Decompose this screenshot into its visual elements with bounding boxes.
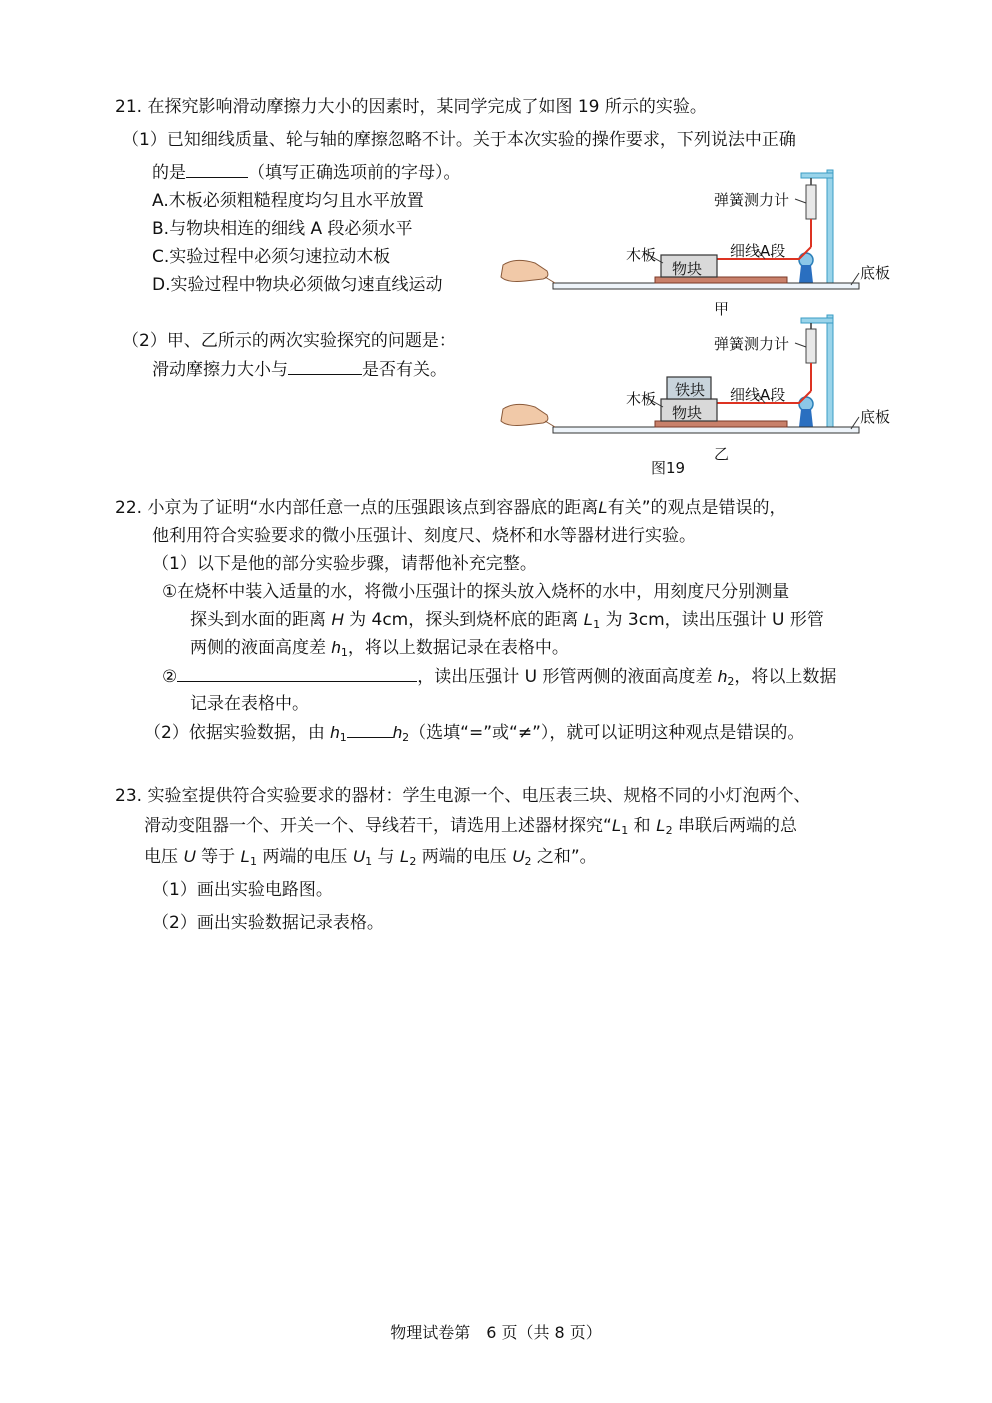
q21-answer-blank-2[interactable] xyxy=(288,358,362,375)
label-thread-jia: 细线A段 xyxy=(730,242,786,260)
pulley-mount xyxy=(799,409,813,427)
q22-step1-line1: ①在烧杯中装入适量的水，将微小压强计的探头放入烧杯的水中，用刻度尺分别测量 xyxy=(162,582,790,602)
stand-arm xyxy=(801,318,833,323)
label-yi: 乙 xyxy=(714,445,730,463)
q22-answer-blank-step2[interactable] xyxy=(177,665,417,682)
hand-icon xyxy=(501,260,548,281)
figure-19 xyxy=(495,165,895,480)
subscript: 2 xyxy=(524,855,532,868)
var-L1: L xyxy=(240,847,250,866)
text: （2）依据实验数据，由 xyxy=(144,723,325,743)
text: 与 xyxy=(372,847,400,867)
q22-part1: （1）以下是他的部分实验步骤，请帮他补充完整。 xyxy=(152,554,537,574)
label-thread-yi: 细线A段 xyxy=(730,386,786,404)
text: ，将以上数据记录在表格中。 xyxy=(347,638,569,658)
q23-line3 xyxy=(144,846,597,868)
text: 串联后两端的总 xyxy=(672,816,797,836)
subscript: 1 xyxy=(340,646,348,659)
q21-option-a: A.木板必须粗糙程度均匀且水平放置 xyxy=(152,191,424,211)
page-footer: 物理试卷第 6 页（共 8 页） xyxy=(390,1323,602,1342)
var-H: H xyxy=(331,610,344,629)
q22-step2-line1 xyxy=(162,665,836,688)
q23-part2: （2）画出实验数据记录表格。 xyxy=(152,913,384,933)
base-plate xyxy=(553,427,859,433)
label-base-yi: 底板 xyxy=(860,408,891,426)
q21-part2-text-a: 滑动摩擦力大小与 xyxy=(152,360,288,380)
label-board-jia: 木板 xyxy=(626,246,657,264)
q21-part2-line1: （2）甲、乙所示的两次实验探究的问题是： xyxy=(122,331,456,351)
label-base-jia: 底板 xyxy=(860,264,891,282)
text: ，读出压强计 U 形管两侧的液面高度差 xyxy=(417,667,713,687)
text: 两端的电压 xyxy=(416,847,513,867)
label-jia: 甲 xyxy=(714,300,730,318)
var-U1: U xyxy=(352,847,366,866)
subscript: 2 xyxy=(727,675,735,688)
subscript: 2 xyxy=(409,855,417,868)
q21-part1-line1: （1）已知细线质量、轮与轴的摩擦忽略不计。关于本次实验的操作要求，下列说法中正确 xyxy=(122,130,796,150)
q22-step1-line3 xyxy=(190,637,569,659)
text: ② xyxy=(162,667,178,687)
subscript: 2 xyxy=(665,824,673,837)
q23-part1: （1）画出实验电路图。 xyxy=(152,880,333,900)
label-block-jia: 物块 xyxy=(672,260,703,278)
var-h2: h xyxy=(717,667,728,686)
label-board-yi: 木板 xyxy=(626,390,657,408)
label-block-yi: 物块 xyxy=(672,404,703,422)
text: 为 4cm，探头到烧杯底的距离 xyxy=(349,610,579,630)
var-L1: L xyxy=(583,610,594,629)
subscript: 1 xyxy=(365,855,373,868)
figure-caption: 图19 xyxy=(651,459,686,477)
q22-stem-text: 22. 小京为了证明“水内部任意一点的压强跟该点到容器底的距离 xyxy=(115,498,599,518)
var-L1: L xyxy=(611,816,622,835)
q21-answer-blank-1[interactable] xyxy=(186,161,248,178)
stand-pole xyxy=(827,315,833,429)
text: 滑动变阻器一个、开关一个、导线若干，请选用上述器材探究“ xyxy=(144,816,612,836)
pulley-mount xyxy=(799,265,813,283)
q21-stem: 21. 在探究影响滑动摩擦力大小的因素时，某同学完成了如图 19 所示的实验。 xyxy=(115,97,707,117)
var-L: L xyxy=(598,498,608,517)
text: 两端的电压 xyxy=(256,847,353,867)
text: 探头到水面的距离 xyxy=(190,610,326,630)
q21-part2-line2 xyxy=(152,358,447,381)
text: 电压 xyxy=(144,847,184,867)
q21-part2-text-b: 是否有关。 xyxy=(362,360,447,380)
q21-part1-text-a: 的是 xyxy=(152,163,186,183)
q22-stem-line1 xyxy=(115,497,787,519)
text: 等于 xyxy=(195,847,241,867)
q21-option-d: D.实验过程中物块必须做匀速直线运动 xyxy=(152,275,443,295)
label-spring-scale-yi: 弹簧测力计 xyxy=(714,335,790,353)
var-h2: h xyxy=(392,723,403,742)
stand-arm xyxy=(801,173,833,178)
q21-option-c: C.实验过程中必须匀速拉动木板 xyxy=(152,247,391,267)
var-h1: h xyxy=(330,723,340,742)
q22-step1-line2 xyxy=(190,609,824,631)
q23-line1: 23. 实验室提供符合实验要求的器材：学生电源一个、电压表三块、规格不同的小灯泡两个、 xyxy=(115,786,811,806)
subscript: 1 xyxy=(249,855,257,868)
pulley xyxy=(799,397,813,411)
subscript: 1 xyxy=(339,731,347,744)
subscript: 1 xyxy=(621,824,629,837)
label-spring-scale-jia: 弹簧测力计 xyxy=(714,191,790,209)
q22-part2 xyxy=(144,721,804,744)
text: 两侧的液面高度差 xyxy=(190,638,326,658)
var-L2: L xyxy=(656,816,666,835)
text: 之和”。 xyxy=(531,847,597,867)
base-plate xyxy=(553,283,859,289)
spring-scale xyxy=(806,329,816,363)
label-iron-yi: 铁块 xyxy=(675,381,706,399)
text: 为 3cm，读出压强计 U 形管 xyxy=(605,610,824,630)
q22-stem-line2: 他利用符合实验要求的微小压强计、刻度尺、烧杯和水等器材进行实验。 xyxy=(152,526,696,546)
pulley xyxy=(799,253,813,267)
q22-stem-text-b: 有关”的观点是错误的， xyxy=(607,498,787,518)
q21-part1-text-b: （填写正确选项前的字母）。 xyxy=(248,163,461,183)
subscript: 2 xyxy=(402,731,410,744)
hand-icon xyxy=(501,404,548,425)
q23-line2 xyxy=(144,815,797,837)
text: ，将以上数据 xyxy=(734,667,837,687)
spring-scale xyxy=(806,185,816,219)
q22-answer-blank-compare[interactable] xyxy=(347,721,393,738)
stand-pole xyxy=(827,170,833,285)
var-U: U xyxy=(183,847,196,866)
subscript: 1 xyxy=(593,618,601,631)
q22-step2-line2: 记录在表格中。 xyxy=(190,694,309,714)
var-h1: h xyxy=(331,638,341,657)
var-U2: U xyxy=(512,847,525,866)
q21-part1-line2 xyxy=(152,161,461,184)
q21-option-b: B.与物块相连的细线 A 段必须水平 xyxy=(152,219,413,239)
var-L2: L xyxy=(399,847,410,866)
text: 和 xyxy=(628,816,657,836)
text: （选填“=”或“≠”），就可以证明这种观点是错误的。 xyxy=(409,723,805,743)
